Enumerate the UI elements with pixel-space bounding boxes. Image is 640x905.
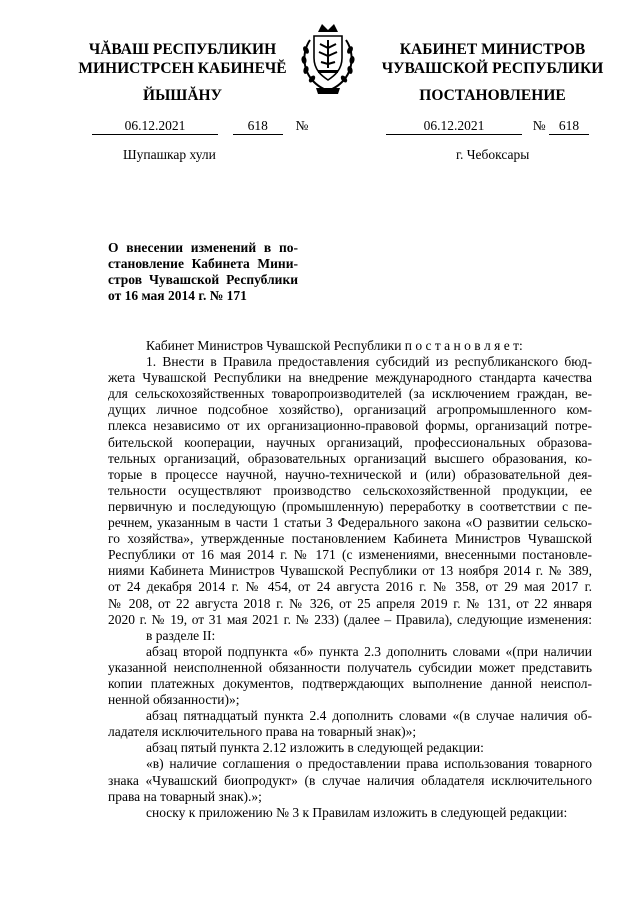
- right-number: 618: [549, 118, 589, 135]
- document-title: [108, 240, 298, 304]
- body-line: ниями Кабинета Министров Чувашской Республики от 13 ноября 2014 г. № 389,: [108, 563, 592, 579]
- body-line: жета Чувашской Республики на внедрение международного стандарта качества: [108, 370, 592, 386]
- body-line: указанной неисполненной обязанности получатель субсидии может представить: [108, 659, 592, 675]
- body-line: 1. Внести в Правила предоставления субсидий из республиканского бюд-: [146, 354, 592, 370]
- header-left-org: [70, 40, 295, 78]
- header-left-line2: МИНИСТРСЕН КАБИНЕЧĔ: [78, 60, 287, 77]
- body-line: тельных организаций, образовательных организаций высшего образования, ко-: [108, 450, 592, 466]
- header-right-line1: КАБИНЕТ МИНИСТРОВ: [399, 41, 586, 58]
- left-city: Шупашкар хули: [123, 147, 216, 162]
- header-right-doc-type: ПОСТАНОВЛЕНИЕ: [419, 87, 566, 104]
- body-line: копии платежных документов, подтверждающих выполнение данной неиспол-: [108, 675, 592, 691]
- body-line: от 24 декабря 2014 г. № 454, от 24 августа 2016 г. № 358, от 29 мая 2017 г.: [108, 579, 592, 595]
- body-line: ненной обязанности)»;: [108, 692, 240, 708]
- title-line: стров Чувашской Республики: [108, 272, 298, 287]
- body-line: тельности осуществляют производство сельскохозяйственной продукции, ее: [108, 482, 592, 498]
- header-left-line1: ЧĂВАШ РЕСПУБЛИКИН: [88, 41, 277, 58]
- body-line: абзац пятнадцатый пункта 2.4 дополнить словами «(в случае наличия об-: [146, 708, 592, 724]
- body-line: сноску к приложению № 3 к Правилам изложить в следующей редакции:: [146, 804, 568, 820]
- right-city: г. Чебоксары: [456, 147, 530, 162]
- left-date: 06.12.2021: [92, 118, 218, 135]
- body-line: первичную и последующую (промышленную) переработку в соответствии с пе-: [108, 498, 592, 514]
- header-right-org: [380, 40, 605, 78]
- body-line: № 208, от 22 августа 2018 г. № 326, от 25 апреля 2019 г. № 131, от 22 января: [108, 595, 592, 611]
- coat-of-arms-icon: [298, 18, 358, 98]
- body-line: плекса независимо от их организационно-правовой формы, организаций потре-: [108, 418, 592, 434]
- left-registration-line: [92, 118, 308, 135]
- right-number-sign: №: [532, 118, 546, 133]
- title-line: становление Кабинета Мини-: [108, 256, 298, 271]
- body-line: в разделе II:: [146, 627, 216, 643]
- body-line: го хозяйства», утвержденные постановлением Кабинета Министров Чувашской: [108, 531, 592, 547]
- body-line: бительской кооперации, научных организаций, профессиональных образова-: [108, 434, 592, 450]
- body-line: «в) наличие соглашения о предоставлении права использования товарного: [146, 756, 592, 772]
- right-registration-line: [386, 118, 589, 135]
- left-number-sign: №: [295, 118, 309, 133]
- body-line: Республики от 16 мая 2014 г. № 171 (с изменениями, внесенными постановле-: [108, 547, 592, 563]
- body-line: ладателя исключительного права на товарный знак)»;: [108, 724, 417, 740]
- body-line: торые в процессе научной, научно-технической и (или) образовательной дея-: [108, 466, 592, 482]
- body-line: абзац пятый пункта 2.12 изложить в следующей редакции:: [146, 740, 484, 756]
- body-line: Кабинет Министров Чувашской Республики п о с т а н о в л я е т:: [146, 338, 523, 353]
- body-line: речнем, указанным в части 1 статьи 3 Федерального закона «О развитии сельско-: [108, 515, 592, 531]
- body-line: абзац второй подпункта «б» пункта 2.3 дополнить словами «(при наличии: [146, 643, 592, 659]
- body-line: знака «Чувашский биопродукт» (в случае наличия обладателя исключительного: [108, 772, 592, 788]
- left-number: 618: [233, 118, 283, 135]
- title-line: от 16 мая 2014 г. № 171: [108, 288, 247, 303]
- body-line: 2020 г. № 19, от 31 мая 2021 г. № 233) (далее – Правила), следующие изменения:: [108, 611, 592, 627]
- body-line: права на товарный знак).»;: [108, 788, 262, 804]
- document-body: [108, 338, 592, 821]
- right-date: 06.12.2021: [386, 118, 522, 135]
- body-line: для сельскохозяйственных товаропроизводителей (за исключением граждан, ве-: [108, 386, 592, 402]
- title-line: О внесении изменений в по-: [108, 240, 298, 255]
- header-left-doc-type: ЙЫШĂНУ: [143, 87, 222, 104]
- header-right-line2: ЧУВАШСКОЙ РЕСПУБЛИКИ: [381, 60, 604, 77]
- body-line: дущих личное подсобное хозяйство), организаций агропромышленного ком-: [108, 402, 592, 418]
